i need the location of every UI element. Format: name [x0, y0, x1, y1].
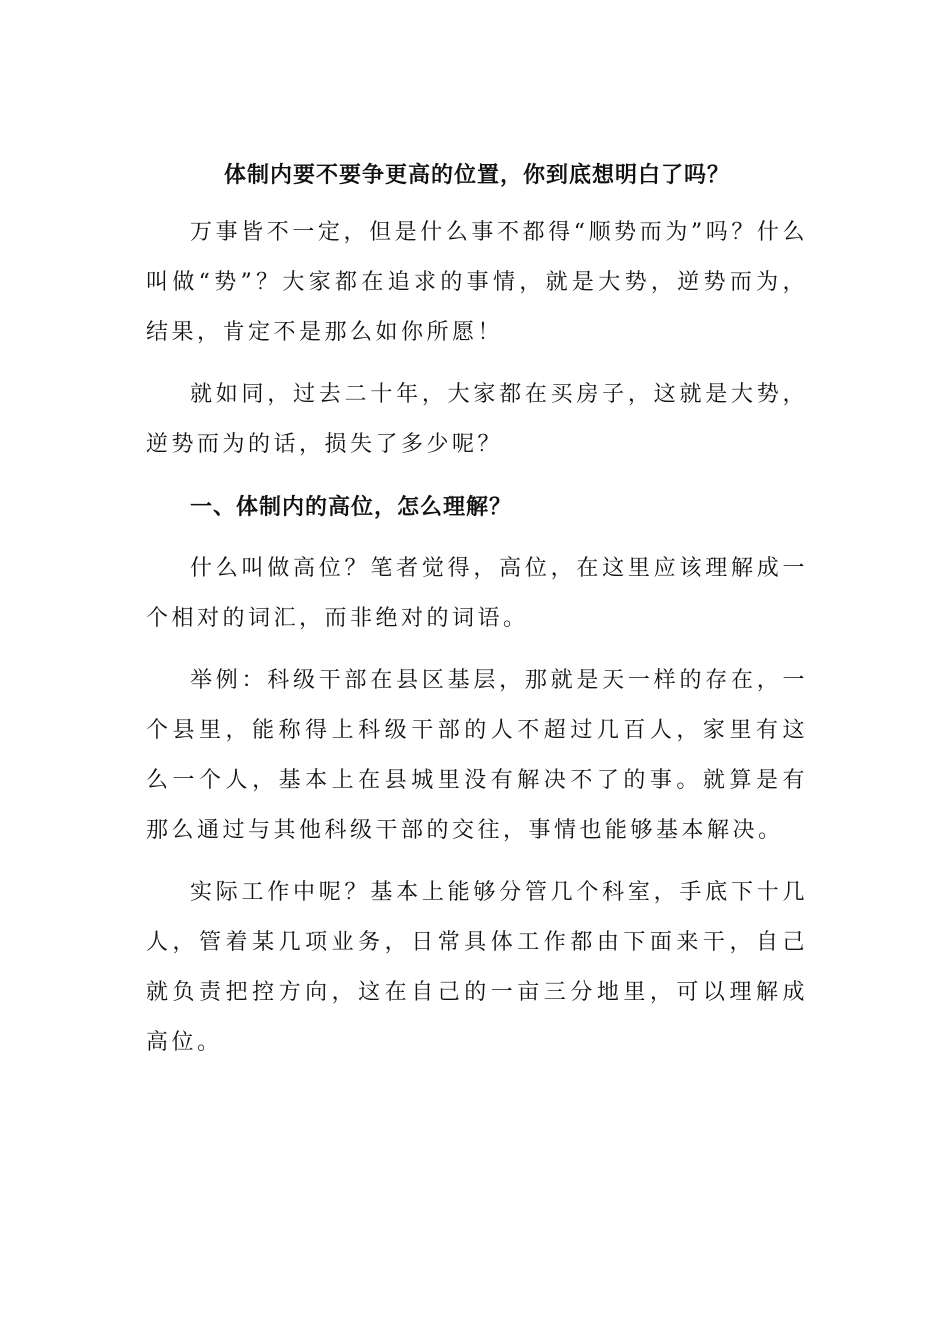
document-title: 体制内要不要争更高的位置，你到底想明白了吗？ [223, 162, 730, 188]
paragraph-definition: 什么叫做高位？笔者觉得，高位，在这里应该理解成一个相对的词汇，而非绝对的词语。 [146, 556, 808, 631]
paragraph-housing: 就如同，过去二十年，大家都在买房子，这就是大势，逆势而为的话，损失了多少呢？ [146, 382, 808, 457]
paragraph-intro: 万事皆不一定，但是什么事不都得“顺势而为”吗？什么叫做“势”？大家都在追求的事情，就是大势，逆势而为，结果，肯定不是那么如你所愿！ [146, 220, 808, 345]
section-heading: 一、体制内的高位，怎么理解？ [190, 494, 513, 520]
paragraph-example: 举例：科级干部在县区基层，那就是天一样的存在，一个县里，能称得上科级干部的人不超过几百人，家里有这么一个人，基本上在县城里没有解决不了的事。就算是有那么通过与其他科级干部的交往，事情也能够基本解决。 [146, 668, 808, 843]
document-page [146, 150, 808, 1080]
paragraph-practice: 实际工作中呢？基本上能够分管几个科室，手底下十几人，管着某几项业务，日常具体工作都由下面来干，自己就负责把控方向，这在自己的一亩三分地里，可以理解成高位。 [146, 880, 808, 1055]
